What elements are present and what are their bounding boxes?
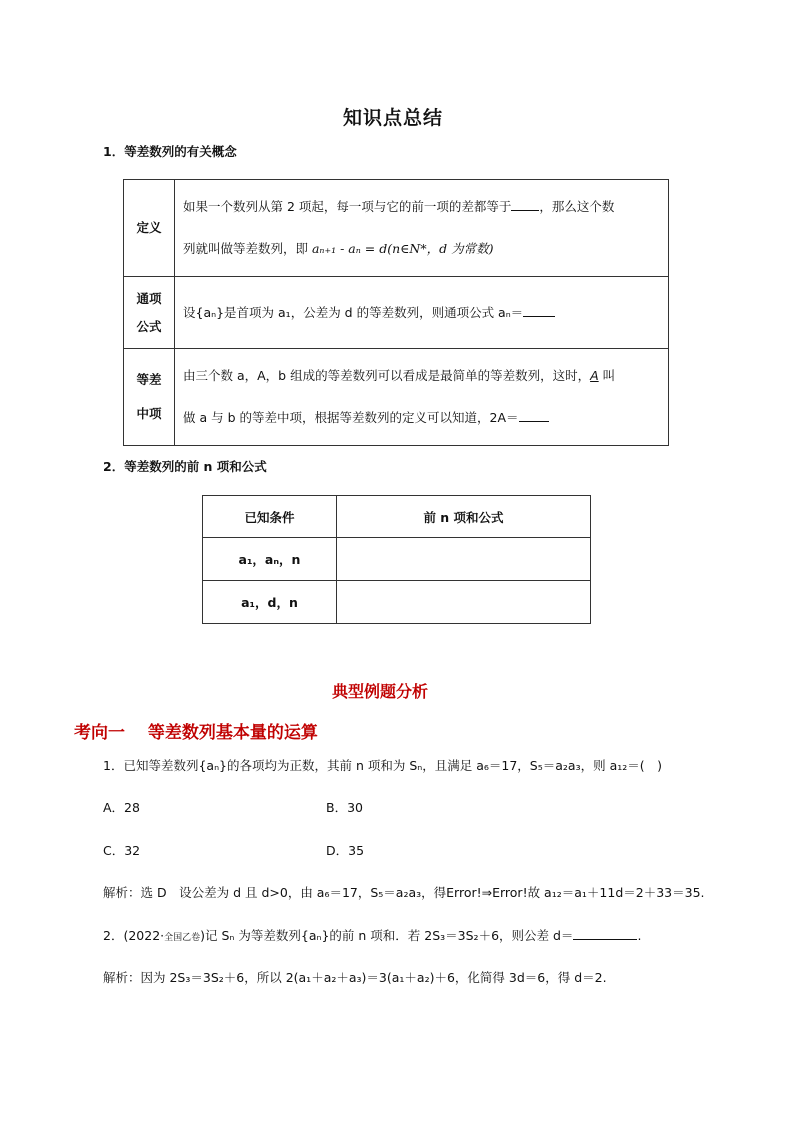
formula-cell bbox=[337, 581, 591, 624]
question-1-solution: 解析：选 D 设公差为 d 且 d>0，由 a₆＝17，S₅＝a₂a₃，得Error!⇒Error!故 a₁₂＝a₁＋11d＝2＋33＝35. bbox=[103, 885, 705, 900]
middle-term-text: 叫 bbox=[598, 368, 616, 383]
answer-blank bbox=[519, 409, 549, 422]
middle-term-text: 做 a 与 b 的等差中项，根据等差数列的定义可以知道，2A＝ bbox=[183, 410, 519, 425]
formula-cell bbox=[337, 538, 591, 581]
table-row-definition bbox=[124, 180, 669, 277]
table-row-general-term bbox=[124, 277, 669, 349]
question-2-stem bbox=[103, 926, 641, 948]
sum-formula-table bbox=[202, 495, 591, 624]
table-row bbox=[203, 538, 591, 581]
middle-term-text: 由三个数 a，A，b 组成的等差数列可以看成是最简单的等差数列，这时， bbox=[183, 368, 591, 383]
general-term-text: 设{aₙ}是首项为 a₁，公差为 d 的等差数列，则通项公式 aₙ＝ bbox=[183, 304, 524, 320]
section-heading-1: 1．等差数列的有关概念 bbox=[103, 144, 237, 159]
question-1-stem: 1．已知等差数列{aₙ}的各项均为正数，其前 n 项和为 Sₙ，且满足 a₆＝17，S₅＝a₂a₃，则 a₁₂＝( ) bbox=[103, 758, 663, 773]
option-d: D．35 bbox=[326, 843, 365, 858]
examples-title: 典型例题分析 bbox=[332, 682, 429, 701]
row-header bbox=[124, 349, 175, 446]
definition-text: 列就叫做等差数列，即 bbox=[183, 241, 312, 256]
definition-text: 如果一个数列从第 2 项起，每一项与它的前一项的差都等于 bbox=[183, 199, 512, 214]
definition-text: ，那么这个数 bbox=[539, 199, 615, 214]
option-c: C．32 bbox=[103, 843, 141, 858]
row-header-line: 通项 bbox=[136, 290, 162, 306]
condition-cell: a₁，aₙ，n bbox=[203, 538, 337, 581]
page-title: 知识点总结 bbox=[343, 107, 444, 129]
question-2-prefix: 2．(2022· bbox=[103, 928, 165, 943]
table-row-middle-term bbox=[124, 349, 669, 446]
question-2-end: . bbox=[637, 928, 642, 943]
column-header: 已知条件 bbox=[203, 496, 337, 538]
table-header-row bbox=[203, 496, 591, 538]
answer-blank bbox=[523, 304, 555, 317]
row-header-line: 中项 bbox=[136, 406, 162, 421]
condition-cell: a₁，d，n bbox=[203, 581, 337, 624]
option-b: B．30 bbox=[326, 800, 363, 815]
topic-heading: 考向一 等差数列基本量的运算 bbox=[74, 723, 318, 743]
row-header: 定义 bbox=[124, 180, 175, 277]
definition-formula: aₙ₊₁ - aₙ = d(n∈N*，d 为常数) bbox=[311, 241, 494, 256]
question-2-solution: 解析：因为 2S₃＝3S₂＋6，所以 2(a₁＋a₂＋a₃)＝3(a₁＋a₂)＋6，化简得 3d＝6，得 d＝2. bbox=[103, 970, 607, 985]
concept-table bbox=[123, 179, 669, 446]
general-term-cell bbox=[175, 277, 669, 349]
question-2-text: )记 Sₙ 为等差数列{aₙ}的前 n 项和．若 2S₃＝3S₂＋6，则公差 d＝ bbox=[200, 928, 574, 943]
question-2-source: 全国乙卷 bbox=[164, 933, 201, 943]
row-header-line: 等差 bbox=[136, 372, 162, 387]
middle-term-underlined: A bbox=[590, 368, 599, 383]
answer-blank bbox=[511, 198, 539, 211]
option-a: A．28 bbox=[103, 800, 140, 815]
column-header: 前 n 项和公式 bbox=[337, 496, 591, 538]
answer-blank bbox=[573, 927, 637, 940]
section-heading-2: 2．等差数列的前 n 项和公式 bbox=[103, 459, 267, 474]
middle-term-cell bbox=[175, 349, 669, 446]
row-header bbox=[124, 277, 175, 349]
table-row bbox=[203, 581, 591, 624]
definition-cell bbox=[175, 180, 669, 277]
row-header-line: 公式 bbox=[136, 318, 162, 334]
